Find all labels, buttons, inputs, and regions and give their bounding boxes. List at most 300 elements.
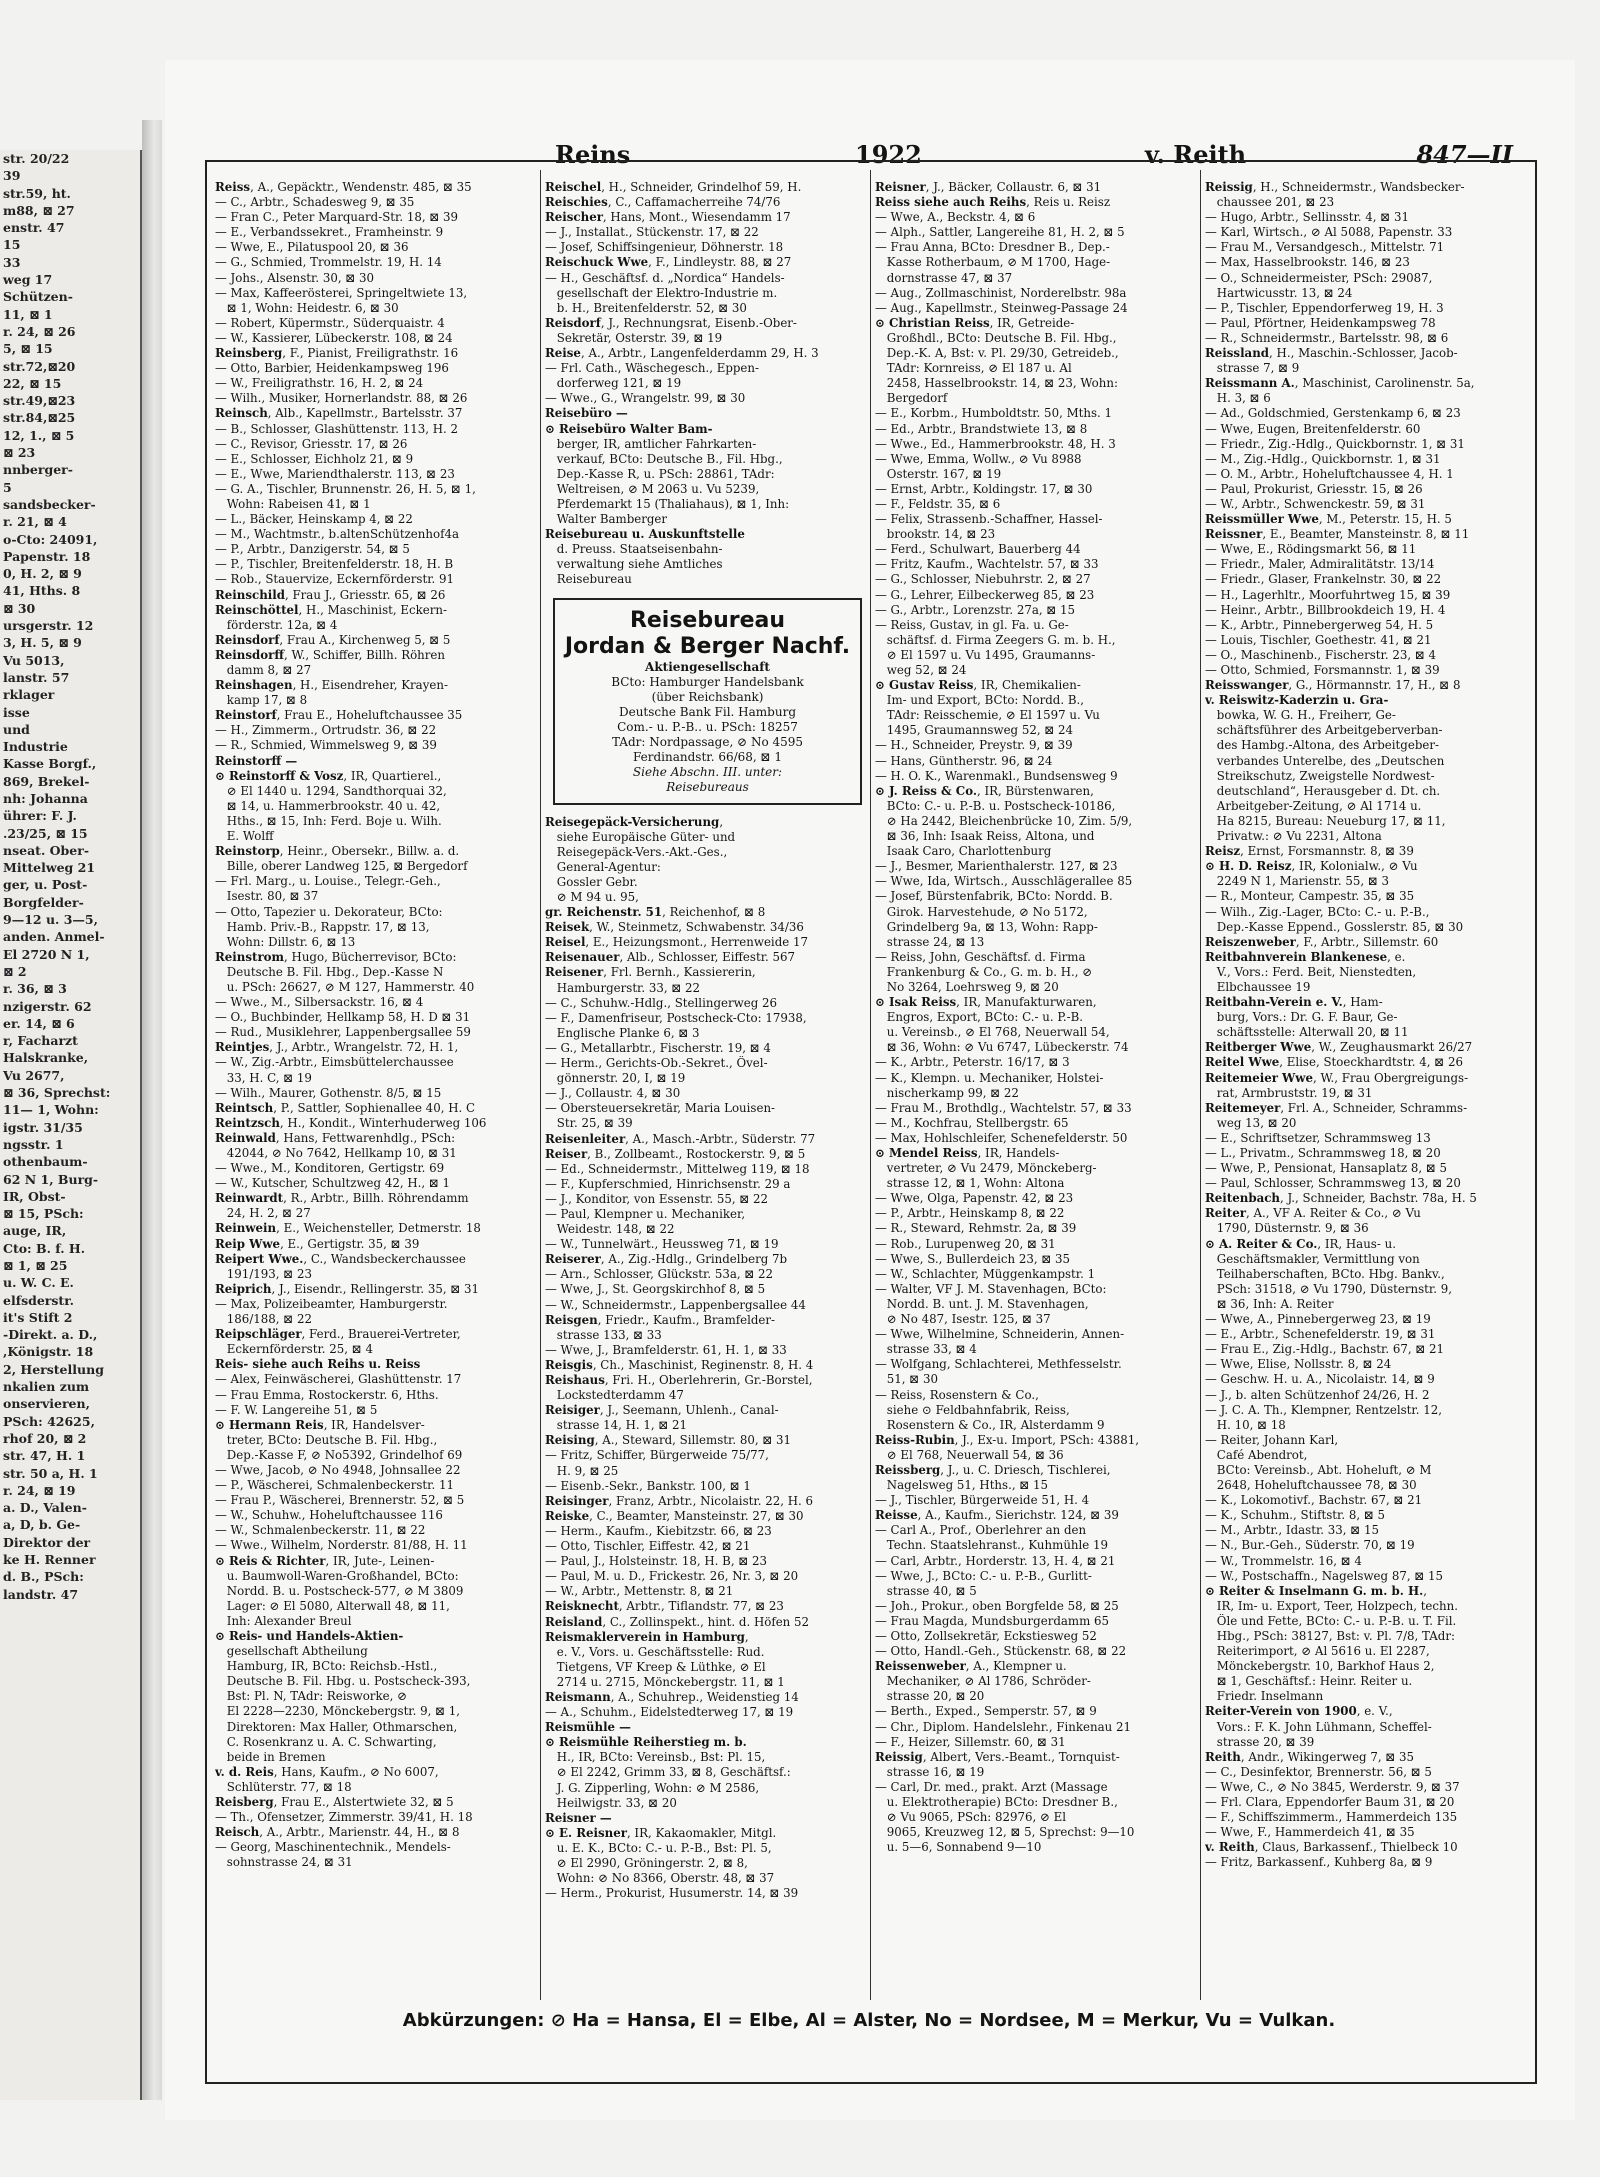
left-page-text-fragment: 9—12 u. 3—5, bbox=[3, 912, 98, 928]
directory-entry: Reisebureau u. Auskunftstelle bbox=[545, 527, 745, 542]
directory-entry: Wohn: Dillstr. 6, ⊠ 13 bbox=[215, 934, 356, 949]
directory-entry: v. Reith, Claus, Barkassenf., Thielbeck 10 bbox=[1205, 1840, 1458, 1855]
directory-entry: Deutsche B. Fil. Hbg. u. Postscheck-393, bbox=[215, 1674, 471, 1689]
directory-entry: Reismann, A., Schuhrep., Weidenstieg 14 bbox=[545, 1689, 799, 1704]
directory-entry: b. H., Breitenfelderstr. 52, ⊠ 30 bbox=[545, 300, 747, 315]
column-divider bbox=[540, 170, 541, 2000]
directory-entry: — Wwe, Wilhelmine, Schneiderin, Annen- bbox=[875, 1327, 1125, 1342]
directory-entry: ⊙ A. Reiter & Co., IR, Haus- u. bbox=[1205, 1236, 1396, 1251]
directory-entry: ⊠ 1, Wohn: Heidestr. 6, ⊠ 30 bbox=[215, 300, 399, 315]
left-page-text-fragment: str. 20/22 bbox=[3, 151, 70, 166]
directory-entry: — F., Damenfriseur, Postscheck-Cto: 17938, bbox=[545, 1010, 807, 1025]
directory-entry: Reitemeier Wwe, W., Frau Obergreigungs- bbox=[1205, 1070, 1469, 1085]
directory-entry: Reiszenweber, F., Arbtr., Sillemstr. 60 bbox=[1205, 934, 1439, 949]
directory-entry: Reinschild, Frau J., Griesstr. 65, ⊠ 26 bbox=[215, 587, 446, 602]
directory-entry: ⊘ El 1597 u. Vu 1495, Graumanns- bbox=[875, 647, 1096, 662]
directory-entry: ⊠ 14, u. Hammerbrookstr. 40 u. 42, bbox=[215, 798, 441, 813]
directory-entry: Hamburg, IR, BCto: Reichsb.-Hstl., bbox=[215, 1659, 438, 1674]
directory-entry: Reissland, H., Maschin.-Schlosser, Jacob- bbox=[1205, 346, 1458, 361]
directory-entry: Arbeitgeber-Zeitung, ⊘ Al 1714 u. bbox=[1205, 798, 1422, 813]
directory-entry: — Aug., Zollmaschinist, Norderelbstr. 98a bbox=[875, 285, 1127, 300]
directory-entry: Mechaniker, ⊘ Al 1786, Schröder- bbox=[875, 1674, 1091, 1689]
directory-entry: Dep.-K. A, Bst: v. Pl. 29/30, Getreideb., bbox=[875, 346, 1119, 361]
left-page-text-fragment: Cto: B. f. H. bbox=[3, 1240, 86, 1256]
directory-entry: — Wwe, P., Pensionat, Hansaplatz 8, ⊠ 5 bbox=[1205, 1161, 1448, 1176]
directory-entry: siehe Europäische Güter- und bbox=[545, 829, 736, 844]
directory-entry: 2249 N 1, Marienstr. 55, ⊠ 3 bbox=[1205, 874, 1390, 889]
left-page-text-fragment: ,Königstr. 18 bbox=[3, 1344, 94, 1360]
left-page-text-fragment: ⊠ 15, PSch: bbox=[3, 1206, 84, 1222]
directory-entry: — Karl, Wirtsch., ⊘ Al 5088, Papenstr. 33 bbox=[1205, 225, 1453, 240]
directory-entry: ⊙ Reisebüro Walter Bam- bbox=[545, 421, 713, 436]
directory-entry: — Rob., Lurupenweg 20, ⊠ 31 bbox=[875, 1236, 1056, 1251]
directory-entry: Reith, Andr., Wikingerweg 7, ⊠ 35 bbox=[1205, 1749, 1415, 1764]
directory-entry: ⊠ 36, Wohn: ⊘ Vu 6747, Lübeckerstr. 74 bbox=[875, 1040, 1129, 1055]
directory-entry: — Rud., Musiklehrer, Lappenbergsallee 59 bbox=[215, 1025, 471, 1040]
directory-entry: Reisse, A., Kaufm., Sierichstr. 124, ⊠ 39 bbox=[875, 1508, 1119, 1523]
left-page-text-fragment: ⊠ 1, ⊠ 25 bbox=[3, 1258, 68, 1273]
left-page-text-fragment: landstr. 47 bbox=[3, 1586, 79, 1602]
directory-entry: — Frl. Marg., u. Louise., Telegr.-Geh., bbox=[215, 874, 441, 889]
directory-entry: Reissig, Albert, Vers.-Beamt., Tornquist- bbox=[875, 1749, 1120, 1764]
directory-entry: gesellschaft der Elektro-Industrie m. bbox=[545, 285, 778, 300]
directory-entry: — M., Kochfrau, Stellbergstr. 65 bbox=[875, 1115, 1069, 1130]
directory-entry: 33, H. C, ⊠ 19 bbox=[215, 1070, 312, 1085]
directory-entry: — Eisenb.-Sekr., Bankstr. 100, ⊠ 1 bbox=[545, 1478, 751, 1493]
directory-entry: e. V., Vors. u. Geschäftsstelle: Rud. bbox=[545, 1644, 765, 1659]
left-page-text-fragment: igstr. 31/35 bbox=[3, 1119, 83, 1135]
left-page-text-fragment: 5 bbox=[3, 479, 12, 495]
directory-entry: ⊘ M 94 u. 95, bbox=[545, 890, 639, 904]
directory-entry: Reinstrom, Hugo, Bücherrevisor, BCto: bbox=[215, 949, 457, 964]
directory-entry: Girok. Harvestehude, ⊘ No 5172, bbox=[875, 904, 1088, 919]
directory-entry: Reiprich, J., Eisendr., Rellingerstr. 35, ⊠ 31 bbox=[215, 1281, 479, 1296]
directory-entry: — Friedr., Maler, Admiralitätstr. 13/14 bbox=[1205, 557, 1435, 572]
directory-entry: — W., Kutscher, Schultzweg 42, H., ⊠ 1 bbox=[215, 1176, 451, 1191]
directory-entry: — W., Schuhw., Hoheluftchaussee 116 bbox=[215, 1508, 443, 1523]
directory-entry: — Frau M., Brothdlg., Wachtelstr. 57, ⊠ 33 bbox=[875, 1100, 1132, 1115]
directory-entry: Reissberg, J., u. C. Driesch, Tischlerei, bbox=[875, 1462, 1111, 1477]
directory-entry: — F., Schiffszimmerm., Hammerdeich 135 bbox=[1205, 1810, 1458, 1825]
ad-line: Ferdinandstr. 66/68, ⊠ 1 bbox=[632, 749, 783, 764]
directory-entry: Englische Planke 6, ⊠ 3 bbox=[545, 1025, 700, 1040]
directory-entry: — W., Postschaffn., Nagelsweg 87, ⊠ 15 bbox=[1205, 1568, 1443, 1583]
left-page-text-fragment: str.59, ht. bbox=[3, 185, 71, 201]
directory-entry: 2458, Hasselbrookstr. 14, ⊠ 23, Wohn: bbox=[875, 376, 1118, 391]
left-page-text-fragment: ⊠ 23 bbox=[3, 445, 36, 461]
directory-entry: Reipert Wwe., C., Wandsbeckerchaussee bbox=[215, 1251, 466, 1266]
directory-entry: Reisknecht, Arbtr., Tiflandstr. 77, ⊠ 23 bbox=[545, 1599, 784, 1614]
directory-entry: Reisel, E., Heizungsmont., Herrenweide 17 bbox=[545, 935, 808, 950]
directory-entry: Reismaklerverein in Hamburg, bbox=[545, 1629, 749, 1644]
directory-entry: H. 9, ⊠ 25 bbox=[545, 1463, 619, 1478]
left-page-text-fragment: weg 17 bbox=[3, 272, 53, 288]
directory-entry: — Hugo, Arbtr., Sellinsstr. 4, ⊠ 31 bbox=[1205, 210, 1409, 225]
directory-entry: Reinstorff — bbox=[215, 753, 298, 768]
directory-entry: H. 3, ⊠ 6 bbox=[1205, 391, 1271, 406]
left-page-text-fragment: 11, ⊠ 1 bbox=[3, 306, 53, 322]
directory-entry: Weltreisen, ⊘ M 2063 u. Vu 5239, bbox=[545, 481, 760, 496]
directory-entry: Hamb. Priv.-B., Rappstr. 17, ⊠ 13, bbox=[215, 919, 430, 934]
directory-column-3 bbox=[875, 180, 1200, 1990]
directory-entry: burg, Vors.: Dr. G. F. Baur, Ge- bbox=[1205, 1010, 1398, 1025]
directory-entry: — Ferd., Schulwart, Bauerberg 44 bbox=[875, 542, 1081, 557]
directory-entry: Bergedorf bbox=[875, 391, 948, 406]
left-page-text-fragment: ⊠ 36, Sprechst: bbox=[3, 1085, 111, 1101]
directory-entry: Hartwicusstr. 13, ⊠ 24 bbox=[1205, 285, 1353, 300]
directory-entry: — E., Korbm., Humboldtstr. 50, Mths. 1 bbox=[875, 406, 1113, 421]
directory-entry: IR, Im- u. Export, Teer, Holzpech, techn. bbox=[1205, 1598, 1458, 1613]
directory-page bbox=[165, 60, 1575, 2120]
left-page-text-fragment: a. D., Valen- bbox=[3, 1500, 87, 1516]
directory-entry: — Walter, VF J. M. Stavenhagen, BCto: bbox=[875, 1281, 1107, 1296]
left-page-text-fragment: ke H. Renner bbox=[3, 1552, 96, 1568]
directory-entry: u. E. K., BCto: C.- u. P.-B., Bst: Pl. 5, bbox=[545, 1840, 772, 1855]
directory-entry: — Max, Hasselbrookstr. 146, ⊠ 23 bbox=[1205, 255, 1410, 270]
directory-entry: Elbchaussee 19 bbox=[1205, 979, 1311, 994]
directory-entry: V., Vors.: Ferd. Beit, Nienstedten, bbox=[1205, 964, 1417, 979]
directory-column-4 bbox=[1205, 180, 1530, 1990]
directory-entry: dornstrasse 47, ⊠ 37 bbox=[875, 270, 1013, 285]
directory-entry: Reismühle — bbox=[545, 1720, 631, 1735]
directory-entry: — F. W. Langereihe 51, ⊠ 5 bbox=[215, 1402, 378, 1417]
directory-entry: u. Elektrotherapie) BCto: Dresdner B., bbox=[875, 1795, 1118, 1810]
left-page-text-fragment: r. 24, ⊠ 26 bbox=[3, 323, 76, 339]
directory-entry: Reitberger Wwe, W., Zeughausmarkt 26/27 bbox=[1205, 1040, 1473, 1055]
directory-entry: — Herm., Prokurist, Husumerstr. 14, ⊠ 39 bbox=[545, 1886, 799, 1901]
directory-entry: — Carl A., Prof., Oberlehrer an den bbox=[875, 1523, 1087, 1538]
directory-entry: Deutsche B. Fil. Hbg., Dep.-Kasse N bbox=[215, 964, 444, 979]
directory-entry: — H., Schneider, Preystr. 9, ⊠ 39 bbox=[875, 738, 1073, 753]
directory-entry: Reinwald, Hans, Fettwarenhdlg., PSch: bbox=[215, 1130, 456, 1145]
directory-entry: — Chr., Diplom. Handelslehr., Finkenau 21 bbox=[875, 1719, 1132, 1734]
directory-entry: El 2228—2230, Mönckebergstr. 9, ⊠ 1, bbox=[215, 1704, 461, 1719]
directory-entry: — R., Monteur, Campestr. 35, ⊠ 35 bbox=[1205, 889, 1415, 904]
directory-entry: Reitel Wwe, Elise, Stoeckhardtstr. 4, ⊠ 26 bbox=[1205, 1055, 1463, 1070]
left-page-text-fragment: nzigerstr. 62 bbox=[3, 998, 92, 1014]
directory-entry: — E., Arbtr., Schenefelderstr. 19, ⊠ 31 bbox=[1205, 1327, 1436, 1342]
directory-entry: — Wwe., G., Wrangelstr. 99, ⊠ 30 bbox=[545, 391, 746, 406]
directory-entry: ⊙ Reis- und Handels-Aktien- bbox=[215, 1629, 404, 1643]
directory-entry: Reinwardt, R., Arbtr., Billh. Röhrendamm bbox=[215, 1191, 469, 1206]
left-page-text-fragment: 11— 1, Wohn: bbox=[3, 1102, 99, 1118]
directory-entry: Reise, A., Arbtr., Langenfelderdamm 29, H. 3 bbox=[545, 346, 819, 361]
book-gutter bbox=[142, 120, 162, 2100]
left-page-text-fragment: anden. Anmel- bbox=[3, 929, 105, 945]
directory-entry: — W., Freiligrathstr. 16, H. 2, ⊠ 24 bbox=[215, 376, 424, 391]
directory-entry: — R., Schneidermstr., Bartelsstr. 98, ⊠ 6 bbox=[1205, 330, 1449, 345]
directory-entry: — G., Arbtr., Lorenzstr. 27a, ⊠ 15 bbox=[875, 602, 1076, 617]
directory-entry: dorferweg 121, ⊠ 19 bbox=[545, 376, 682, 391]
directory-entry: — Frl. Cath., Wäschegesch., Eppen- bbox=[545, 361, 759, 376]
directory-entry: treter, BCto: Deutsche B. Fil. Hbg., bbox=[215, 1432, 438, 1447]
directory-entry: — Wwe, A., Beckstr. 4, ⊠ 6 bbox=[875, 210, 1036, 225]
directory-entry: — P., Arbtr., Heinskamp 8, ⊠ 22 bbox=[875, 1206, 1065, 1221]
directory-entry: PSch: 31518, ⊘ Vu 1790, Düsternstr. 9, bbox=[1205, 1281, 1453, 1296]
directory-entry: u. Vereinsb., ⊘ El 768, Neuerwall 54, bbox=[875, 1025, 1110, 1040]
directory-entry: rat, Armbruststr. 19, ⊠ 31 bbox=[1205, 1085, 1373, 1100]
directory-entry: — C., Desinfektor, Brennerstr. 56, ⊠ 5 bbox=[1205, 1764, 1432, 1779]
directory-entry: Lager: ⊘ El 5080, Alterwall 48, ⊠ 11, bbox=[215, 1598, 450, 1613]
directory-entry: — Paul, Prokurist, Griesstr. 15, ⊠ 26 bbox=[1205, 481, 1423, 496]
directory-entry: ⊙ Reinstorff & Vosz, IR, Quartierel., bbox=[215, 768, 442, 783]
directory-entry: — M., Zig.-Hdlg., Quickbornstr. 1, ⊠ 31 bbox=[1205, 451, 1441, 466]
directory-entry: strasse 24, ⊠ 13 bbox=[875, 934, 985, 949]
directory-entry: — J., Tischler, Bürgerweide 51, H. 4 bbox=[875, 1493, 1090, 1508]
directory-entry: General-Agentur: bbox=[545, 859, 661, 874]
directory-entry: — Hans, Güntherstr. 96, ⊠ 24 bbox=[875, 753, 1053, 768]
left-page-text-fragment: ngsstr. 1 bbox=[3, 1136, 64, 1152]
directory-entry: strasse 33, ⊠ 4 bbox=[875, 1342, 977, 1357]
left-page-text-fragment: r. 21, ⊠ 4 bbox=[3, 514, 67, 530]
directory-column-2 bbox=[545, 180, 870, 1990]
directory-entry: Reisland, C., Zollinspekt., hint. d. Höfen 52 bbox=[545, 1614, 810, 1629]
directory-entry: 42044, ⊘ No 7642, Hellkamp 10, ⊠ 31 bbox=[215, 1146, 457, 1160]
directory-entry: — Frl. Clara, Eppendorfer Baum 31, ⊠ 20 bbox=[1205, 1795, 1455, 1810]
directory-column-1 bbox=[215, 180, 540, 1990]
directory-entry: — J., Collaustr. 4, ⊠ 30 bbox=[545, 1086, 681, 1101]
directory-entry: ⊘ Vu 9065, PSch: 82976, ⊘ El bbox=[875, 1810, 1067, 1825]
directory-entry: Techn. Staatslehranst., Kuhmühle 19 bbox=[875, 1538, 1109, 1553]
directory-entry: — G. A., Tischler, Brunnenstr. 26, H. 5, ⊠ 1, bbox=[215, 481, 476, 496]
directory-entry: — Reiss, John, Geschäftsf. d. Firma bbox=[875, 949, 1086, 964]
directory-entry: — Obersteuersekretär, Maria Louisen- bbox=[545, 1101, 776, 1116]
directory-entry: gönnerstr. 20, I, ⊠ 19 bbox=[545, 1071, 686, 1086]
left-page-text-fragment: Vu 5013, bbox=[3, 652, 65, 668]
directory-entry: — E., Schriftsetzer, Schrammsweg 13 bbox=[1205, 1130, 1431, 1145]
directory-entry: — P., Arbtr., Danzigerstr. 54, ⊠ 5 bbox=[215, 542, 410, 557]
directory-entry: — Alex, Feinwäscherei, Glashüttenstr. 17 bbox=[215, 1372, 462, 1387]
column-divider bbox=[870, 170, 871, 2000]
abbreviations-footer: Abkürzungen: ⊘ Ha = Hansa, El = Elbe, Al = Alster, No = Nordsee, M = Merkur, Vu = Vulkan. bbox=[402, 2010, 1336, 2031]
left-page-text-fragment: 12, 1., ⊠ 5 bbox=[3, 427, 75, 443]
left-page-text-fragment: Direktor der bbox=[3, 1534, 91, 1550]
directory-entry: — B., Schlosser, Glashüttenstr. 113, H. 2 bbox=[215, 421, 459, 436]
directory-entry: Reischies, C., Caffamacherreihe 74/76 bbox=[545, 195, 781, 210]
left-page-text-fragment: Papenstr. 18 bbox=[3, 548, 91, 564]
directory-entry: Reintzsch, H., Kondit., Winterhuderweg 106 bbox=[215, 1115, 487, 1130]
directory-entry: Hamburgerstr. 33, ⊠ 22 bbox=[545, 980, 701, 995]
directory-entry: ⊘ El 2990, Gröningerstr. 2, ⊠ 8, bbox=[545, 1856, 748, 1870]
directory-entry: damm 8, ⊠ 27 bbox=[215, 663, 312, 677]
directory-entry: — Friedr., Glaser, Frankelnstr. 30, ⊠ 22 bbox=[1205, 572, 1442, 587]
directory-entry: strasse 20, ⊠ 39 bbox=[1205, 1734, 1315, 1749]
left-page-text-fragment: 869, Brekel- bbox=[3, 773, 90, 789]
directory-entry: — E., Wwe, Mariendthalerstr. 113, ⊠ 23 bbox=[215, 466, 455, 481]
directory-entry: — Frau Anna, BCto: Dresdner B., Dep.- bbox=[875, 240, 1110, 255]
directory-entry: — R., Schmied, Wimmelsweg 9, ⊠ 39 bbox=[215, 738, 437, 753]
column-divider bbox=[1200, 170, 1201, 2000]
directory-entry: Reipschläger, Ferd., Brauerei-Vertreter, bbox=[215, 1327, 461, 1342]
directory-entry: — Wwe, J., BCto: C.- u. P.-B., Gurlitt- bbox=[875, 1568, 1092, 1583]
directory-entry: ⊙ Mendel Reiss, IR, Handels- bbox=[875, 1146, 1060, 1160]
directory-entry: — Otto, Tischler, Eiffestr. 42, ⊠ 21 bbox=[545, 1539, 751, 1554]
ad-title: Reisebureau bbox=[629, 607, 786, 633]
ad-company-name: Jordan & Berger Nachf. bbox=[564, 633, 851, 659]
directory-entry: gr. Reichenstr. 51, Reichenhof, ⊠ 8 bbox=[545, 905, 766, 920]
directory-entry: E. Wolff bbox=[215, 829, 274, 844]
directory-entry: Reintjes, J., Arbtr., Wrangelstr. 72, H. 1, bbox=[215, 1040, 459, 1055]
directory-entry: 24, H. 2, ⊠ 27 bbox=[215, 1206, 311, 1221]
directory-entry: Friedr. Inselmann bbox=[1205, 1689, 1324, 1704]
left-page-text-fragment: str.84,⊠25 bbox=[3, 410, 76, 426]
directory-entry: des Hambg.-Altona, des Arbeitgeber- bbox=[1205, 738, 1439, 753]
directory-entry: — Wwe., Wilhelm, Norderstr. 81/88, H. 11 bbox=[215, 1538, 468, 1553]
directory-entry: — L., Bäcker, Heinskamp 4, ⊠ 22 bbox=[215, 512, 413, 527]
left-page-text-fragment: 15 bbox=[3, 237, 21, 253]
directory-entry: ⊘ No 487, Isestr. 125, ⊠ 37 bbox=[875, 1312, 1051, 1327]
directory-entry: Reitbahn-Verein e. V., Ham- bbox=[1205, 995, 1383, 1010]
left-page-text-fragment: str. 50 a, H. 1 bbox=[3, 1465, 98, 1481]
directory-entry: — Wwe, A., Pinnebergerweg 23, ⊠ 19 bbox=[1205, 1312, 1431, 1327]
directory-entry: — Paul, Pförtner, Heidenkampsweg 78 bbox=[1205, 315, 1436, 330]
directory-entry: — N., Bur.-Geh., Süderstr. 70, ⊠ 19 bbox=[1205, 1538, 1415, 1553]
left-page-text-fragment: nkalien zum bbox=[3, 1379, 90, 1395]
directory-entry: 2648, Hoheluftchaussee 78, ⊠ 30 bbox=[1205, 1478, 1417, 1493]
left-page-text-fragment: rklager bbox=[3, 687, 55, 703]
directory-entry: Str. 25, ⊠ 39 bbox=[545, 1116, 633, 1131]
left-page-text-fragment: Borgfelder- bbox=[3, 894, 84, 910]
directory-entry: — Reiss, Gustav, in gl. Fa. u. Ge- bbox=[875, 617, 1069, 632]
left-page-text-fragment: m88, ⊠ 27 bbox=[3, 202, 75, 218]
directory-entry: — H., Zimmerm., Ortrudstr. 36, ⊠ 22 bbox=[215, 723, 437, 738]
directory-entry: — Ernst, Arbtr., Koldingstr. 17, ⊠ 30 bbox=[875, 481, 1093, 496]
header-first-entry: Reins bbox=[555, 140, 631, 169]
directory-entry: Café Abendrot, bbox=[1205, 1447, 1308, 1462]
directory-entry: — W., Arbtr., Schwenckestr. 59, ⊠ 31 bbox=[1205, 496, 1426, 511]
directory-entry: — W., Schlachter, Müggenkampstr. 1 bbox=[875, 1266, 1096, 1281]
directory-entry: Hths., ⊠ 15, Inh: Ferd. Boje u. Wilh. bbox=[215, 813, 442, 828]
directory-entry: Reissenweber, A., Klempner u. bbox=[875, 1659, 1067, 1674]
directory-entry: — Wwe, Eugen, Breitenfelderstr. 60 bbox=[1205, 421, 1421, 436]
directory-entry: Teilhaberschaften, BCto. Hbg. Bankv., bbox=[1205, 1266, 1445, 1281]
left-page-text-fragment: othenbaum- bbox=[3, 1154, 88, 1170]
directory-entry: Reiter-Verein von 1900, e. V., bbox=[1205, 1704, 1393, 1719]
directory-entry: — W., Schneidermstr., Lappenbergsallee 44 bbox=[545, 1297, 806, 1312]
directory-entry: Grindelberg 9a, ⊠ 13, Wohn: Rapp- bbox=[875, 919, 1098, 934]
directory-entry: Rosenstern & Co., IR, Alsterdamm 9 bbox=[875, 1417, 1105, 1432]
directory-entry: — E., Verbandssekret., Framheinstr. 9 bbox=[215, 225, 444, 240]
left-page-text-fragment: 2, Herstellung bbox=[3, 1361, 104, 1377]
directory-entry: Reisgen, Friedr., Kaufm., Bramfelder- bbox=[545, 1312, 776, 1327]
directory-entry: — C., Schuhw.-Hdlg., Stellingerweg 26 bbox=[545, 995, 778, 1010]
directory-entry: — Heinr., Arbtr., Billbrookdeich 19, H. 4 bbox=[1205, 602, 1446, 617]
directory-entry: Reinwein, E., Weichensteller, Detmerstr. 18 bbox=[215, 1221, 481, 1236]
directory-entry: Reishaus, Fri. H., Oberlehrerin, Gr.-Borstel, bbox=[545, 1373, 813, 1387]
left-page-fragment bbox=[0, 150, 142, 2100]
directory-entry: — Wwe, F., Hammerdeich 41, ⊠ 35 bbox=[1205, 1825, 1415, 1840]
directory-entry: Reisz, Ernst, Forsmannstr. 8, ⊠ 39 bbox=[1205, 844, 1414, 859]
directory-entry: — G., Schmied, Trommelstr. 19, H. 14 bbox=[215, 255, 442, 270]
directory-entry: — Alph., Sattler, Langereihe 81, H. 2, ⊠ 5 bbox=[875, 225, 1125, 240]
directory-entry: chaussee 201, ⊠ 23 bbox=[1205, 195, 1335, 210]
directory-entry: strasse 133, ⊠ 33 bbox=[545, 1327, 662, 1342]
left-page-text-fragment: Schützen- bbox=[3, 289, 73, 305]
directory-entry: Reissner, E., Beamter, Mansteinstr. 8, ⊠ 11 bbox=[1205, 527, 1470, 542]
directory-entry: — Fritz, Barkassenf., Kuhberg 8a, ⊠ 9 bbox=[1205, 1855, 1433, 1870]
directory-entry: — Otto, Tapezier u. Dekorateur, BCto: bbox=[215, 904, 443, 919]
directory-entry: 1495, Graumannsweg 52, ⊠ 24 bbox=[875, 723, 1074, 738]
directory-entry: Reissmann A., Maschinist, Carolinenstr. 5a, bbox=[1205, 376, 1475, 391]
directory-entry: — Wwe., M., Konditoren, Gertigstr. 69 bbox=[215, 1161, 445, 1176]
left-page-text-fragment: ührer: F. J. bbox=[3, 808, 77, 824]
ad-line: Com.- u. P.-B.. u. PSch: 18257 bbox=[617, 719, 798, 734]
directory-entry: — H. O. K., Warenmakl., Bundsensweg 9 bbox=[875, 768, 1118, 783]
left-page-text-fragment: 33 bbox=[3, 254, 21, 270]
directory-entry: — K., Arbtr., Pinnebergerweg 54, H. 5 bbox=[1205, 617, 1434, 632]
directory-entry: Reiterimport, ⊘ Al 5616 u. El 2287, bbox=[1205, 1644, 1430, 1659]
directory-entry: schäftsf. d. Firma Zeegers G. m. b. H., bbox=[875, 632, 1116, 647]
left-page-text-fragment: und bbox=[3, 721, 30, 737]
left-page-text-fragment: er. 14, ⊠ 6 bbox=[3, 1015, 75, 1031]
directory-entry: Isaak Caro, Charlottenburg bbox=[875, 844, 1052, 859]
page-number: 847—II bbox=[1416, 140, 1513, 169]
directory-entry: — K., Lokomotivf., Bachstr. 67, ⊠ 21 bbox=[1205, 1493, 1423, 1508]
directory-entry: — Wwe., Ed., Hammerbrookstr. 48, H. 3 bbox=[875, 436, 1116, 451]
directory-entry: siehe ⊙ Feldbahnfabrik, Reiss, bbox=[875, 1402, 1070, 1417]
directory-entry: Engros, Export, BCto: C.- u. P.-B. bbox=[875, 1010, 1084, 1025]
directory-entry: Privatw.: ⊘ Vu 2231, Altona bbox=[1205, 829, 1382, 844]
directory-entry: — Frau M., Versandgesch., Mittelstr. 71 bbox=[1205, 240, 1445, 255]
directory-entry: Nagelsweg 51, Hths., ⊠ 15 bbox=[875, 1478, 1048, 1493]
directory-entry: Reischer, Hans, Mont., Wiesendamm 17 bbox=[545, 210, 791, 225]
directory-entry: — O. M., Arbtr., Hoheluftchaussee 4, H. 1 bbox=[1205, 466, 1454, 481]
directory-entry: — Wolfgang, Schlachterei, Methfesselstr. bbox=[875, 1357, 1122, 1372]
directory-entry: u. Baumwoll-Waren-Großhandel, BCto: bbox=[215, 1568, 459, 1583]
directory-entry: ⊙ Hermann Reis, IR, Handelsver- bbox=[215, 1417, 425, 1432]
directory-entry: — Carl, Dr. med., prakt. Arzt (Massage bbox=[875, 1779, 1108, 1794]
directory-entry: ⊙ Reismühle Reiherstieg m. b. bbox=[545, 1735, 747, 1750]
directory-entry: Reischuck Wwe, F., Lindleystr. 88, ⊠ 27 bbox=[545, 255, 792, 270]
left-page-text-fragment: nnberger- bbox=[3, 462, 73, 478]
directory-entry: — Berth., Exped., Semperstr. 57, ⊠ 9 bbox=[875, 1704, 1097, 1719]
directory-entry: strasse 12, ⊠ 1, Wohn: Altona bbox=[875, 1176, 1065, 1191]
ad-line: Deutsche Bank Fil. Hamburg bbox=[618, 704, 797, 719]
directory-entry: Reisch, A., Arbtr., Marienstr. 44, H., ⊠ 8 bbox=[215, 1825, 460, 1840]
directory-entry: Reiss-Rubin, J., Ex-u. Import, PSch: 43881, bbox=[875, 1432, 1139, 1447]
directory-entry: 2714 u. 2715, Mönckebergstr. 11, ⊠ 1 bbox=[545, 1674, 785, 1689]
directory-entry: — Wwe, Jacob, ⊘ No 4948, Johnsallee 22 bbox=[215, 1462, 461, 1477]
ad-line: Siehe Abschn. III. unter: bbox=[632, 764, 783, 779]
directory-entry: Reisener, Frl. Bernh., Kassiererin, bbox=[545, 965, 756, 980]
directory-entry: — Herm., Kaufm., Kiebitzstr. 66, ⊠ 23 bbox=[545, 1523, 772, 1538]
directory-entry: — Wwe, Elise, Nollsstr. 8, ⊠ 24 bbox=[1205, 1357, 1392, 1372]
ad-line: Reisebureaus bbox=[666, 779, 749, 794]
directory-entry: — C., Arbtr., Schadesweg 9, ⊠ 35 bbox=[215, 195, 415, 210]
directory-entry: ⊙ Reiter & Inselmann G. m. b. H., bbox=[1205, 1583, 1427, 1598]
ad-subtitle: Aktiengesellschaft bbox=[645, 659, 770, 674]
directory-entry: — A., Schuhm., Eidelstedterweg 17, ⊠ 19 bbox=[545, 1705, 794, 1720]
directory-entry: — Josef, Bürstenfabrik, BCto: Nordd. B. bbox=[875, 889, 1113, 904]
left-page-text-fragment: auge, IR, bbox=[3, 1223, 67, 1239]
directory-entry: Großhdl., BCto: Deutsche B. Fil. Hbg., bbox=[875, 330, 1117, 345]
directory-entry: Isestr. 80, ⊠ 37 bbox=[215, 889, 319, 904]
directory-entry: — Paul, Schlosser, Schrammsweg 13, ⊠ 20 bbox=[1205, 1176, 1461, 1191]
directory-entry: — Wilh., Maurer, Gothenstr. 8/5, ⊠ 15 bbox=[215, 1085, 442, 1100]
directory-entry: — Frau E., Zig.-Hdlg., Bachstr. 67, ⊠ 21 bbox=[1205, 1342, 1444, 1357]
directory-entry: — Paul, J., Holsteinstr. 18, H. B, ⊠ 23 bbox=[545, 1554, 767, 1569]
directory-entry: Reiss, A., Gepäcktr., Wendenstr. 485, ⊠ 35 bbox=[215, 180, 472, 194]
directory-entry: Reintsch, P., Sattler, Sophienallee 40, H. C bbox=[215, 1100, 476, 1115]
left-page-text-fragment: 5, ⊠ 15 bbox=[3, 341, 53, 357]
directory-entry: — Wilh., Zig.-Lager, BCto: C.- u. P.-B., bbox=[1205, 904, 1430, 919]
directory-entry: Reiss siehe auch Reihs, Reis u. Reisz bbox=[875, 195, 1111, 210]
directory-entry: — K., Schuhm., Stiftstr. 8, ⊠ 5 bbox=[1205, 1508, 1386, 1523]
directory-entry: strasse 14, H. 1, ⊠ 21 bbox=[545, 1418, 688, 1433]
left-page-text-fragment: 41, Hths. 8 bbox=[3, 583, 81, 599]
directory-entry: — P., Wäscherei, Schmalenbeckerstr. 11 bbox=[215, 1478, 455, 1493]
directory-entry: — Arn., Schlosser, Glückstr. 53a, ⊠ 22 bbox=[545, 1267, 774, 1282]
